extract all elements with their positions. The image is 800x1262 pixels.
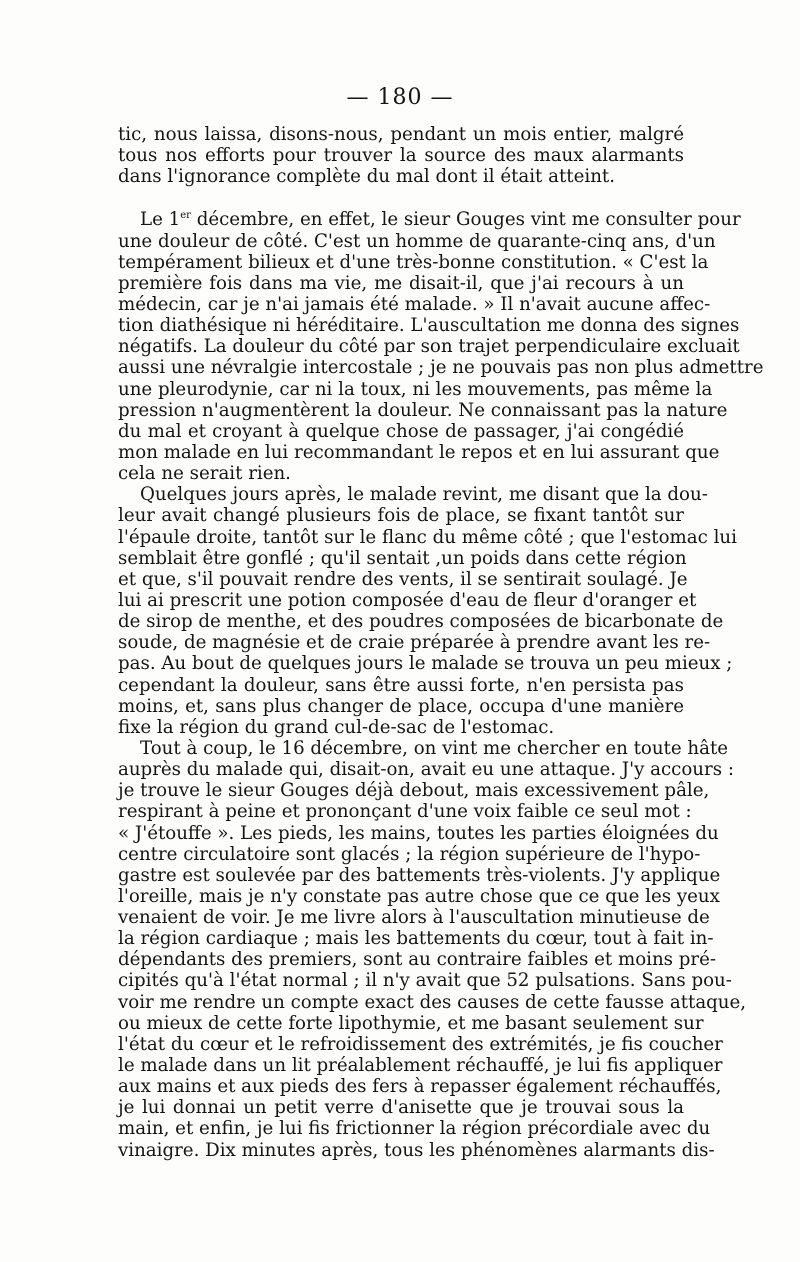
text-line: aussi une névralgie intercostale ; je ne pouvais pas non plus admettre: [118, 357, 764, 379]
text-line: l'état du cœur et le refroidissement des extrémités, je fis coucher: [118, 1033, 723, 1055]
text-line: Tout à coup, le 16 décembre, on vint me chercher en toute hâte: [140, 737, 729, 759]
text-line: l'épaule droite, tantôt sur le flanc du même côté ; que l'estomac lui: [118, 526, 737, 548]
text-line: voir me rendre un compte exact des causes de cette fausse attaque,: [118, 991, 747, 1013]
text-line: médecin, car je n'ai jamais été malade. » Il n'avait aucune affec-: [118, 293, 711, 315]
text-line: « J'étouffe ». Les pieds, les mains, toutes les parties éloignées du: [118, 822, 719, 844]
text-line: lui ai prescrit une potion composée d'eau de fleur d'oranger et: [118, 589, 697, 611]
text-line: ou mieux de cette forte lipothymie, et me basant seulement sur: [118, 1012, 704, 1034]
text-line: main, et enfin, je lui fis frictionner la région précordiale avec du: [118, 1118, 711, 1140]
text-line: tous nos efforts pour trouver la source des maux alarmants: [118, 145, 684, 167]
text-line: de sirop de menthe, et des poudres composées de bicarbonate de: [118, 611, 724, 633]
text-line: dépendants des premiers, sont au contraire faibles et moins pré-: [118, 949, 717, 971]
text-line: tic, nous laissa, disons-nous, pendant un mois entier, malgré: [118, 124, 684, 145]
text-line: mon malade en lui recommandant le repos et en lui assurant que: [118, 441, 720, 463]
text-line: soude, de magnésie et de craie préparée à prendre avant les re-: [118, 632, 711, 654]
page-number: — 180 —: [346, 85, 454, 110]
text-line: du mal et croyant à quelque chose de passager, j'ai congédié: [118, 420, 684, 442]
text-line: cipités qu'à l'état normal ; il n'y avait que 52 pulsations. Sans pou-: [118, 970, 732, 992]
paragraph-2: [118, 209, 764, 485]
text-line: pas. Au bout de quelques jours le malade se trouva un peu mieux ;: [118, 653, 733, 675]
paragraph-1: [118, 124, 684, 187]
text-line: aux mains et aux pieds des fers à repasser également réchauffés,: [118, 1076, 722, 1098]
text-line: moins, et, sans plus changer de place, occupa d'une manière: [118, 695, 684, 717]
paragraph-3: [118, 484, 737, 738]
lead-text: Le 1: [140, 209, 181, 231]
text-line: je trouve le sieur Gouges déjà debout, mais excessivement pâle,: [118, 780, 710, 802]
text-line: respirant à peine et prononçant d'une voix faible ce seul mot :: [118, 801, 692, 823]
text-line: venaient de voir. Je me livre alors à l'auscultation minutieuse de: [118, 907, 710, 929]
text-line: [118, 209, 741, 231]
text-line: tion diathésique ni héréditaire. L'auscultation me donna des signes: [118, 315, 740, 337]
text-line: vinaigre. Dix minutes après, tous les phénomènes alarmants dis-: [118, 1139, 715, 1161]
text-line: première fois dans ma vie, me disait-il, que j'ai recours à un: [118, 272, 684, 294]
text-line: le malade dans un lit préalablement réchauffé, je lui fis appliquer: [118, 1055, 723, 1077]
text-line: une pleurodynie, car ni la toux, ni les mouvements, pas même la: [118, 378, 713, 400]
text-line: tempérament bilieux et d'une très-bonne constitution. « C'est la: [118, 251, 709, 273]
body-text: [118, 124, 764, 1161]
text-line: gastre est soulevée par des battements très-violents. J'y applique: [118, 864, 721, 886]
text-line: cependant la douleur, sans être aussi forte, n'en persista pas: [118, 674, 684, 696]
text-line: et que, s'il pouvait rendre des vents, il se sentirait soulagé. Je: [118, 568, 688, 590]
text-line: une douleur de côté. C'est un homme de quarante-cinq ans, d'un: [118, 230, 716, 252]
text-line: leur avait changé plusieurs fois de place, se fixant tantôt sur: [118, 505, 684, 527]
text-line: pression n'augmentèrent la douleur. Ne connaissant pas la nature: [118, 399, 728, 421]
text-line: auprès du malade qui, disait-on, avait eu une attaque. J'y accours :: [118, 759, 734, 781]
paragraph-4: [118, 737, 747, 1161]
text-line: cela ne serait rien.: [118, 463, 291, 485]
text-line: je lui donnai un petit verre d'anisette que je trouvai sous la: [118, 1097, 684, 1119]
ordinal-superscript: er: [180, 210, 191, 222]
text-line: semblait être gonflé ; qu'il sentait ,un poids dans cette région: [118, 547, 687, 569]
text-line: centre circulatoire sont glacés ; la région supérieure de l'hypo-: [118, 843, 701, 865]
lead-text: décembre, en effet, le sieur Gouges vint me consulter pour: [190, 209, 741, 231]
text-line: Quelques jours après, le malade revint, me disant que la dou-: [140, 484, 708, 506]
text-line: l'oreille, mais je n'y constate pas autre chose que ce que les yeux: [118, 885, 720, 907]
text-line: négatifs. La douleur du côté par son trajet perpendiculaire excluait: [118, 336, 740, 358]
text-line: fixe la région du grand cul-de-sac de l'estomac.: [118, 716, 555, 738]
text-line: dans l'ignorance complète du mal dont il était atteint.: [118, 166, 615, 188]
text-line: la région cardiaque ; mais les battements du cœur, tout à fait in-: [118, 928, 714, 950]
